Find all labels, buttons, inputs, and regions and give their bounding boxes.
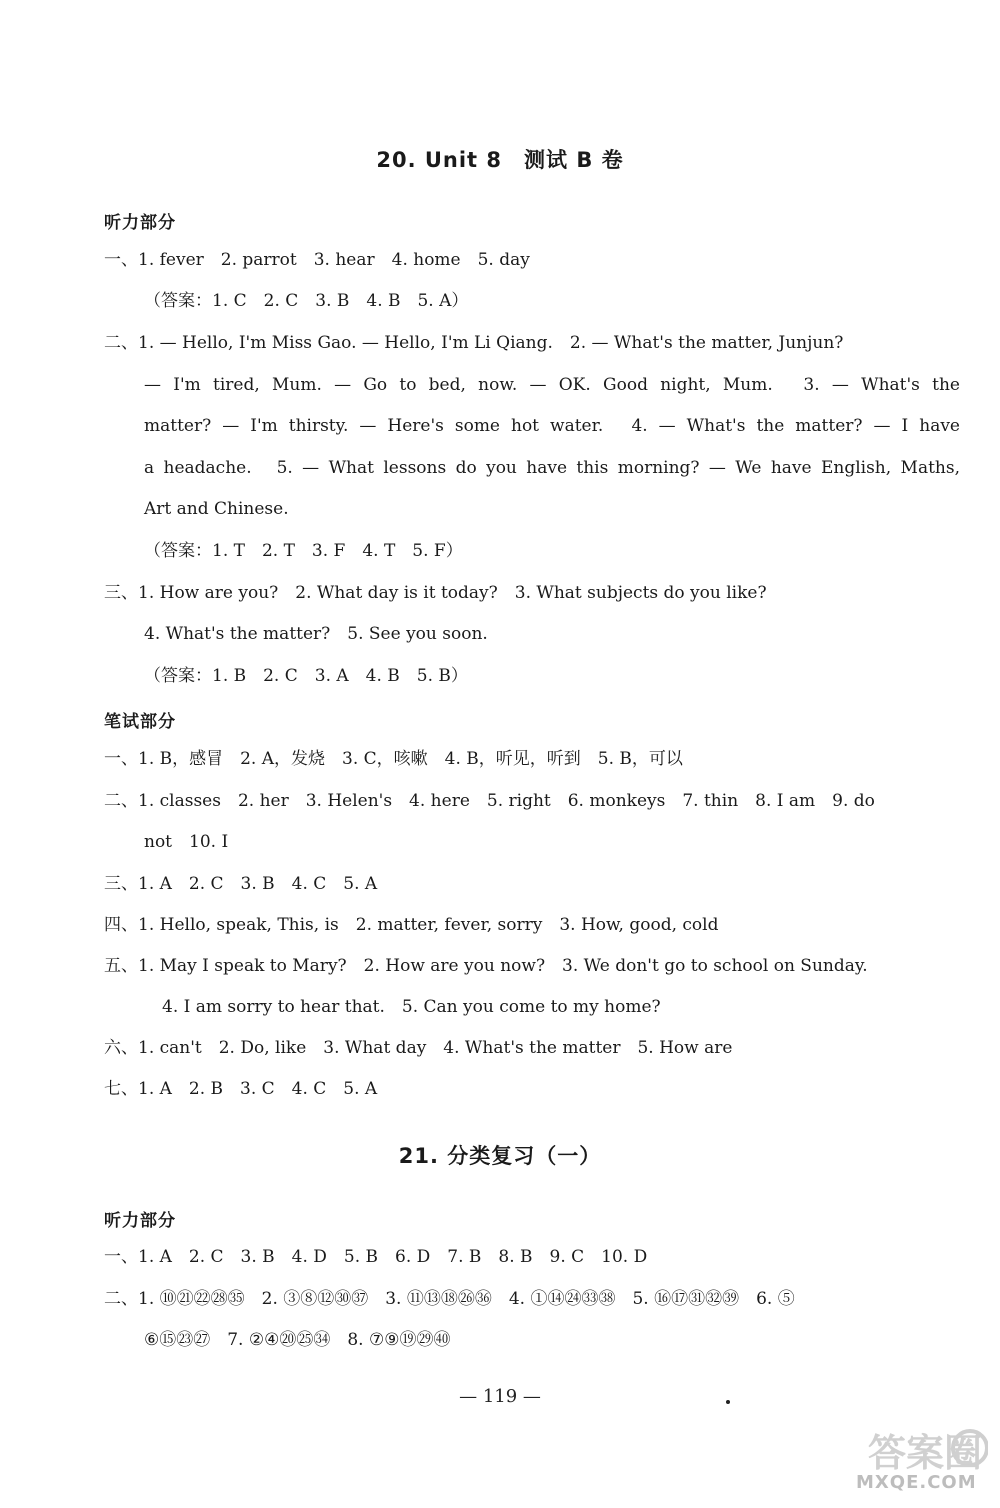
answer-line: 五、1. May I speak to Mary? 2. How are you now? 3. We don't go to school on Sunday. — [104, 956, 868, 976]
answer-line: 二、1. — Hello, I'm Miss Gao. — Hello, I'm Li Qiang. 2. — What's the matter, Junjun? — [104, 333, 844, 353]
answer-line: 4. I am sorry to hear that. 5. Can you come to my home? — [162, 997, 661, 1017]
answer-line: 六、1. can't 2. Do, like 3. What day 4. What's the matter 5. How are — [104, 1038, 733, 1058]
answer-line: 七、1. A 2. B 3. C 4. C 5. A — [104, 1079, 378, 1099]
answer-key-line: （答案：1. T 2. T 3. F 4. T 5. F） — [144, 541, 463, 561]
answer-line: 四、1. Hello, speak, This, is 2. matter, fever, sorry 3. How, good, cold — [104, 915, 719, 935]
answer-line: 二、1. ⑩㉑㉒㉘㉟ 2. ③⑧⑫㉚㊲ 3. ⑪⑬⑱㉖㊱ 4. ①⑭㉔㉝㊳ 5. ⑯⑰㉛㉜㊴ 6. ⑤ — [104, 1289, 795, 1309]
answer-key-line: （答案：1. C 2. C 3. B 4. B 5. A） — [144, 291, 469, 311]
listening-heading: 听力部分 — [104, 213, 176, 233]
watermark-logo — [820, 1418, 988, 1500]
answer-line: not 10. I — [144, 832, 229, 852]
page-number: — 119 — — [459, 1386, 541, 1407]
answer-line: 三、1. How are you? 2. What day is it today? 3. What subjects do you like? — [104, 583, 767, 603]
answer-line: 一、1. B，感冒 2. A，发烧 3. C，咳嗽 4. B，听见，听到 5. B，可以 — [104, 749, 683, 769]
section-title-20: 20. Unit 8 测试 B 卷 — [376, 148, 624, 172]
answer-line: Art and Chinese. — [144, 499, 289, 519]
answer-line: 二、1. classes 2. her 3. Helen's 4. here 5. right 6. monkeys 7. thin 8. I am 9. do — [104, 791, 875, 811]
answer-line: 4. What's the matter? 5. See you soon. — [144, 624, 488, 644]
answer-line: — I'm tired, Mum. — Go to bed, now. — OK. Good night, Mum. 3. — What's the — [144, 375, 960, 395]
answer-line: 一、1. A 2. C 3. B 4. D 5. B 6. D 7. B 8. B 9. C 10. D — [104, 1247, 648, 1267]
watermark-cn-text: 答案圈 — [868, 1431, 983, 1475]
answer-line: a headache. 5. — What lessons do you have this morning? — We have English, Maths, — [144, 458, 960, 478]
section-title-21: 21. 分类复习（一） — [398, 1144, 602, 1168]
answer-line: 一、1. fever 2. parrot 3. hear 4. home 5. day — [104, 250, 530, 270]
answer-line: ⑥⑮㉓㉗ 7. ②④⑳㉕㉞ 8. ⑦⑨⑲㉙㊵ — [144, 1330, 451, 1350]
written-heading: 笔试部分 — [104, 712, 176, 732]
listening-heading: 听力部分 — [104, 1211, 176, 1231]
answer-key-line: （答案：1. B 2. C 3. A 4. B 5. B） — [144, 666, 468, 686]
answer-line: matter? — I'm thirsty. — Here's some hot water. 4. — What's the matter? — I have — [144, 416, 960, 436]
watermark-url-text: MXQE.COM — [856, 1472, 977, 1493]
ink-dot — [726, 1400, 730, 1404]
answer-line: 三、1. A 2. C 3. B 4. C 5. A — [104, 874, 378, 894]
